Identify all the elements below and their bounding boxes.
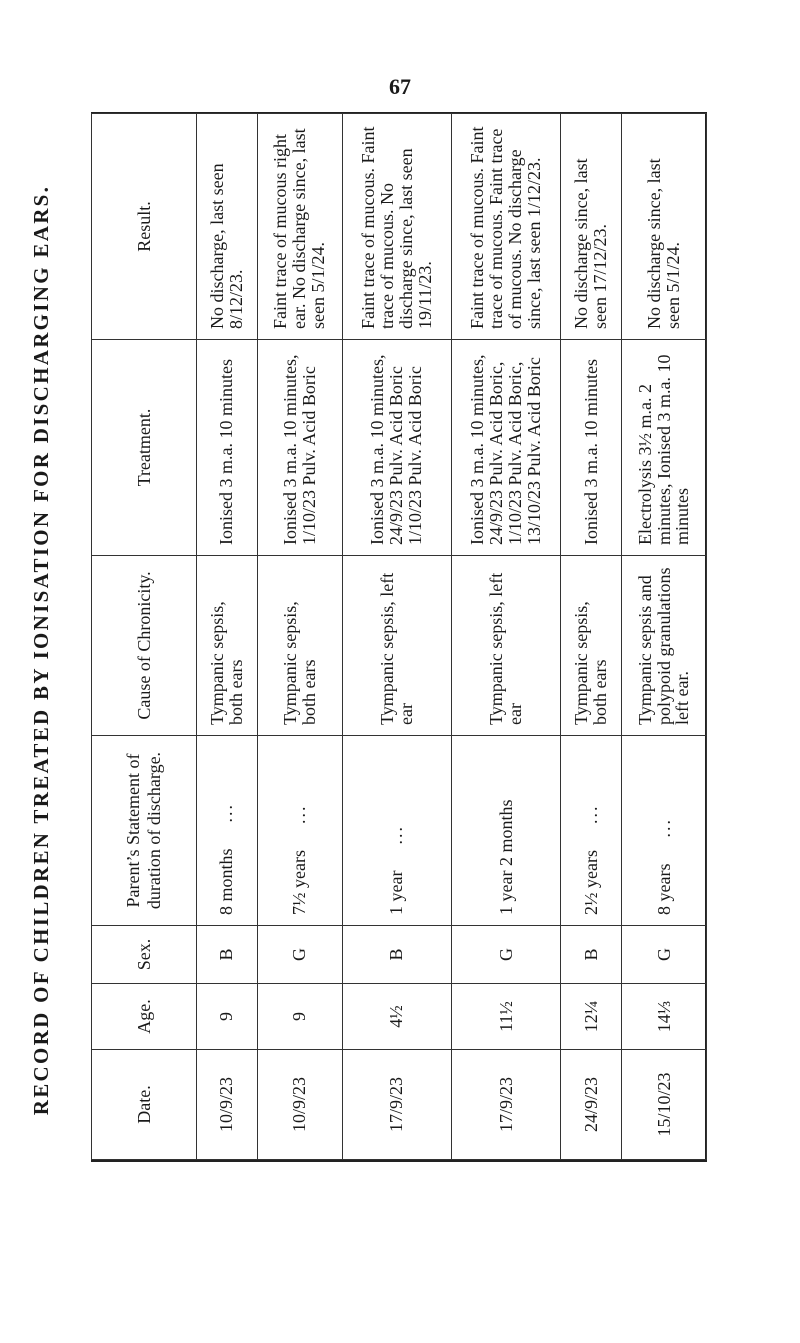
cell-treatment: Ionised 3 m.a. 10 minutes, 1/10/23 Pulv. Acid Boric	[257, 340, 342, 556]
cell-cause: Tympanic sepsis and polypoid granulations left ear.	[621, 556, 706, 736]
cell-result: No discharge since, last seen 5/1/24.	[621, 114, 706, 340]
cell-cause: Tympanic sepsis, left ear	[451, 556, 560, 736]
cell-sex: B	[197, 926, 258, 984]
cell-sex: G	[257, 926, 342, 984]
page-number: 67	[389, 74, 411, 99]
cell-parent-statement	[257, 736, 342, 926]
cell-treatment: Ionised 3 m.a. 10 minutes, 24/9/23 Pulv. Acid Boric, 1/10/23 Pulv. Acid Boric, 13/10/23 Pulv. Acid Boric	[451, 340, 560, 556]
header-sex: Sex.	[92, 926, 197, 984]
cell-age: 14⅓	[621, 984, 706, 1050]
table-header-row	[92, 114, 197, 1160]
cell-date: 17/9/23	[342, 1050, 451, 1160]
table-row	[561, 114, 622, 1160]
cell-sex: B	[342, 926, 451, 984]
cell-cause: Tympanic sepsis, both ears	[197, 556, 258, 736]
leader-dots	[496, 774, 516, 800]
cell-treatment: Electrolysis 3½ m.a. 2 minutes, Ionised 3 m.a. 10 minutes	[621, 340, 706, 556]
table-row	[197, 114, 258, 1160]
cell-result: Faint trace of mucous. Faint trace of mucous. Faint trace of mucous. No discharge since, last seen 1/12/23.	[451, 114, 560, 340]
cell-age: 4½	[342, 984, 451, 1050]
cell-age: 9	[197, 984, 258, 1050]
cell-sex: G	[621, 926, 706, 984]
cell-date: 10/9/23	[257, 1050, 342, 1160]
cell-date: 17/9/23	[451, 1050, 560, 1160]
leader-dots: ...	[216, 802, 237, 823]
record-table	[91, 113, 707, 1160]
cell-treatment: Ionised 3 m.a. 10 minutes, 24/9/23 Pulv. Acid Boric 1/10/23 Pulv. Acid Boric	[342, 340, 451, 556]
header-treatment: Treatment.	[92, 340, 197, 556]
cell-result: No discharge since, last seen 17/12/23.	[561, 114, 622, 340]
cell-parent-statement	[197, 736, 258, 926]
cell-age: 11½	[451, 984, 560, 1050]
duration-text: 1 year 2 months	[495, 799, 516, 915]
table-row	[257, 114, 342, 1160]
leader-dots: ...	[386, 825, 407, 845]
header-age: Age.	[92, 984, 197, 1050]
cell-result: Faint trace of mucous. Faint trace of mucous. No discharge since, last seen 19/11/23.	[342, 114, 451, 340]
cell-treatment: Ionised 3 m.a. 10 minutes	[561, 340, 622, 556]
cell-sex: G	[451, 926, 560, 984]
duration-text: 8 years	[653, 863, 674, 915]
header-date: Date.	[92, 1050, 197, 1160]
cell-treatment: Ionised 3 m.a. 10 minutes	[197, 340, 258, 556]
duration-text: 8 months	[216, 848, 237, 915]
cell-date: 10/9/23	[197, 1050, 258, 1160]
cell-age: 9	[257, 984, 342, 1050]
cell-parent-statement	[342, 736, 451, 926]
cell-result: Faint trace of mucous right ear. No discharge since, last seen 5/1/24.	[257, 114, 342, 340]
cell-cause: Tympanic sepsis, both ears	[257, 556, 342, 736]
cell-cause: Tympanic sepsis, left ear	[342, 556, 451, 736]
table-row	[342, 114, 451, 1160]
cell-date: 15/10/23	[621, 1050, 706, 1160]
leader-dots: ...	[653, 818, 674, 838]
record-table-wrapper	[91, 114, 707, 1160]
leader-dots: ...	[580, 804, 601, 825]
duration-text: 2½ years	[580, 850, 601, 915]
cell-date: 24/9/23	[561, 1050, 622, 1160]
cell-parent-statement	[451, 736, 560, 926]
header-result: Result.	[92, 114, 197, 340]
cell-cause: Tympanic sepsis, both ears	[561, 556, 622, 736]
cell-parent-statement	[561, 736, 622, 926]
cell-result: No discharge, last seen 8/12/23.	[197, 114, 258, 340]
table-row	[621, 114, 706, 1160]
leader-dots: ...	[289, 804, 310, 825]
document-title: RECORD OF CHILDREN TREATED BY IONISATION FOR DISCHARGING EARS.	[29, 184, 53, 1116]
cell-sex: B	[561, 926, 622, 984]
duration-text: 7½ years	[289, 850, 310, 915]
header-parent-statement: Parent’s Statement of duration of discharge.	[92, 736, 197, 926]
cell-parent-statement	[621, 736, 706, 926]
table-row	[451, 114, 560, 1160]
cell-age: 12¼	[561, 984, 622, 1050]
header-cause: Cause of Chronicity.	[92, 556, 197, 736]
duration-text: 1 year	[386, 870, 407, 915]
